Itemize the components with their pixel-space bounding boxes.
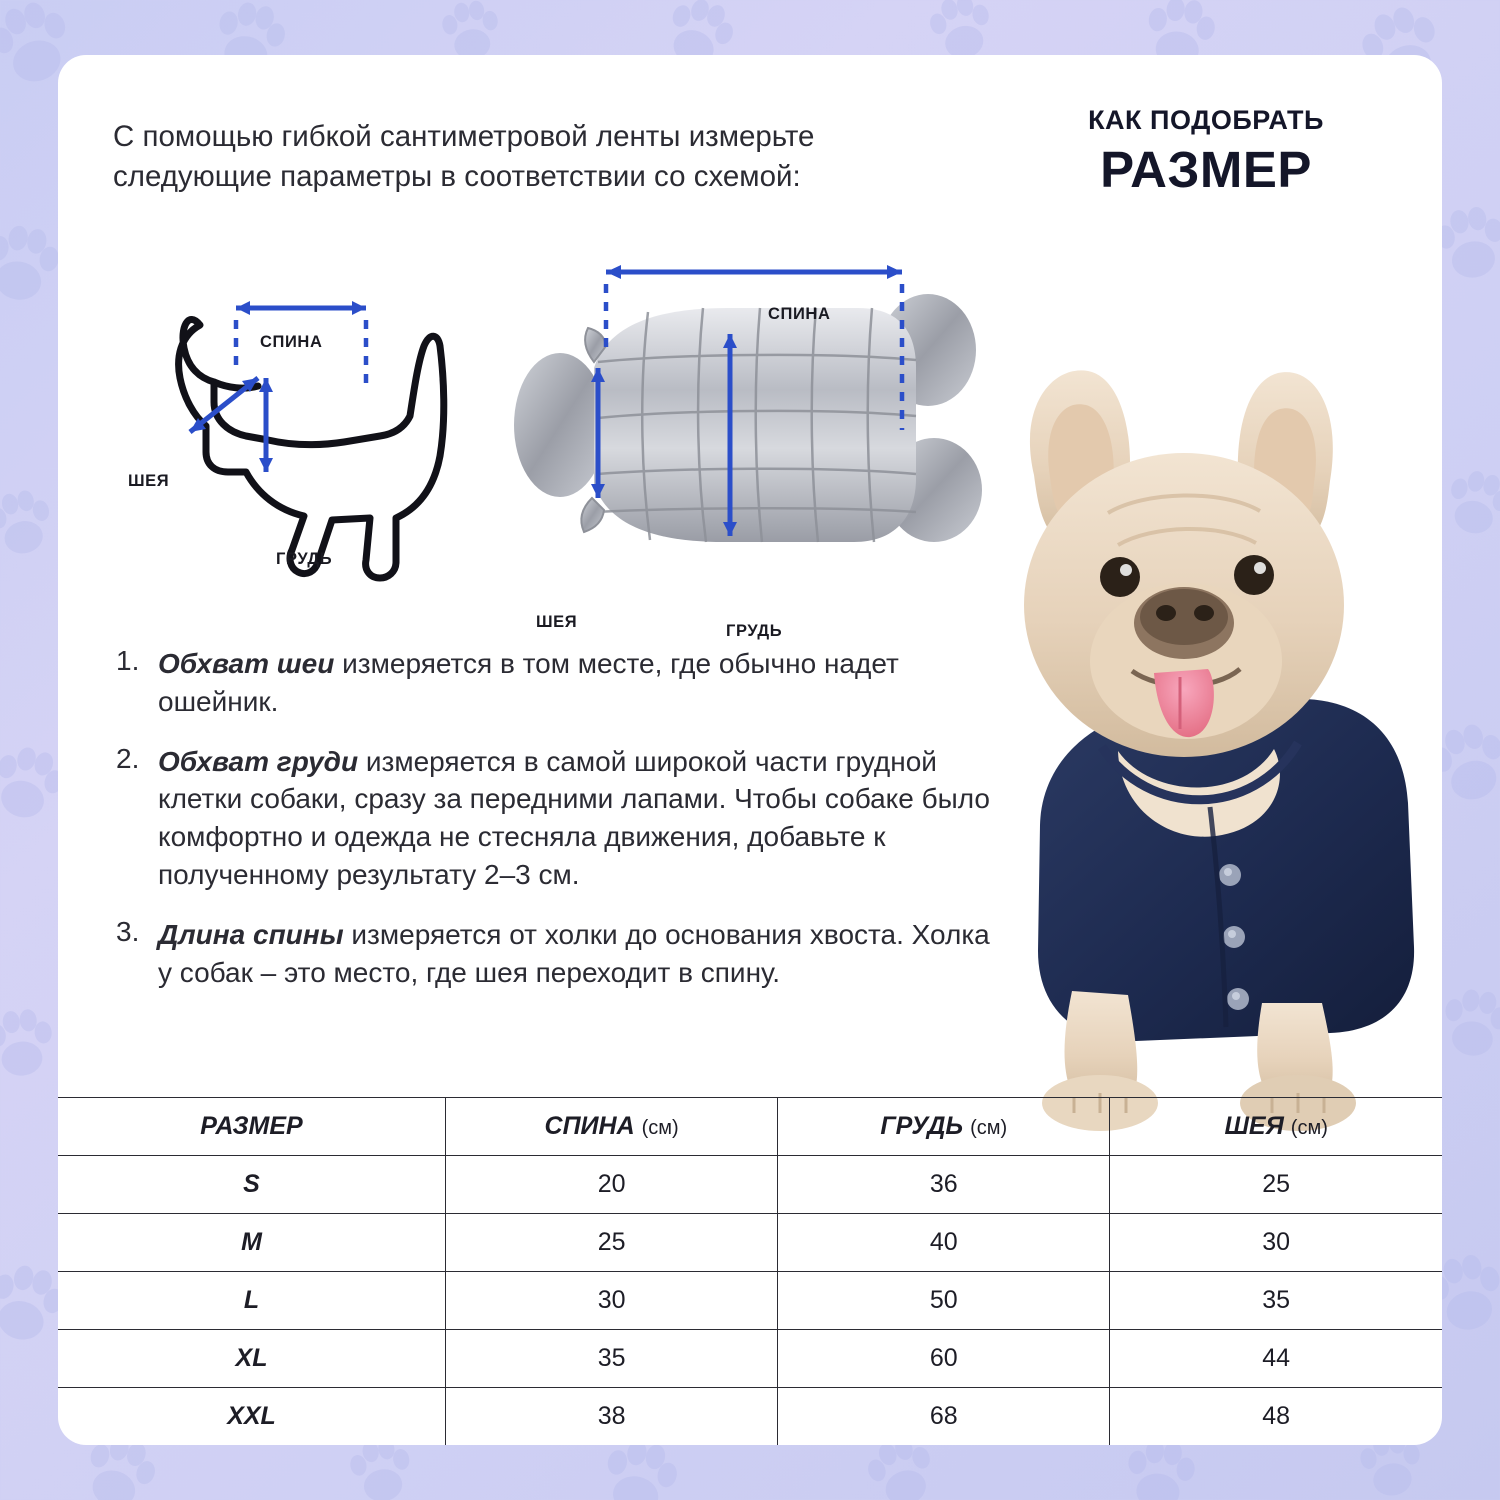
header-label: СПИНА xyxy=(544,1111,635,1140)
header-label: ШЕЯ xyxy=(1224,1111,1284,1140)
table-header-back xyxy=(446,1097,778,1155)
header-unit: (см) xyxy=(970,1116,1008,1139)
table-head xyxy=(58,1097,1442,1155)
label-dog-neck: ШЕЯ xyxy=(128,472,170,490)
size-guide-card xyxy=(58,55,1442,1445)
list-item-rest: измеряется от холки до основания хвоста. Холка у собак – это место, где шея переходит в спину. xyxy=(158,918,990,988)
cell-size: L xyxy=(58,1271,446,1329)
list-item-term: Длина спины xyxy=(158,918,344,950)
table-header-neck xyxy=(1110,1097,1442,1155)
header-label: ГРУДЬ xyxy=(880,1111,964,1140)
cell-back: 35 xyxy=(446,1329,778,1387)
list-item-number: 2. xyxy=(116,742,140,774)
label-dog-chest: ГРУДЬ xyxy=(276,550,333,568)
cell-size: XXL xyxy=(58,1387,446,1445)
label-coat-chest: ГРУДЬ xyxy=(726,622,783,640)
cell-neck: 25 xyxy=(1110,1155,1442,1213)
cell-back: 30 xyxy=(446,1271,778,1329)
cell-chest: 40 xyxy=(778,1213,1110,1271)
label-dog-back: СПИНА xyxy=(260,333,323,351)
cell-back: 38 xyxy=(446,1387,778,1445)
list-item-term: Обхват груди xyxy=(158,745,359,777)
list-item-number: 3. xyxy=(116,915,140,947)
cell-chest: 50 xyxy=(778,1271,1110,1329)
cell-chest: 36 xyxy=(778,1155,1110,1213)
cell-size: XL xyxy=(58,1329,446,1387)
measurement-diagrams xyxy=(58,250,1058,640)
list-item-number: 1. xyxy=(116,645,140,676)
cell-size: S xyxy=(58,1155,446,1213)
cell-neck: 44 xyxy=(1110,1329,1442,1387)
cell-back: 25 xyxy=(446,1213,778,1271)
header-label: РАЗМЕР xyxy=(200,1111,303,1140)
list-item-text xyxy=(158,743,1006,894)
instructions-list xyxy=(116,645,1006,1013)
header-unit: (см) xyxy=(1290,1116,1328,1139)
list-item-rest: измеряется в том месте, где обычно надет ошейник. xyxy=(158,648,899,717)
size-table xyxy=(58,1097,1442,1446)
label-coat-back: СПИНА xyxy=(768,305,831,323)
cell-neck: 30 xyxy=(1110,1213,1442,1271)
list-item-rest: измеряется в самой широкой части грудной клетки собаки, сразу за передними лапами. Чтобы собаке было комфортно и одежда не стесняла движения, добавьте к полученному результату 2–3 см. xyxy=(158,745,990,890)
cell-back: 20 xyxy=(446,1155,778,1213)
list-item xyxy=(116,916,1006,992)
table-row xyxy=(58,1329,1442,1387)
table-header-size xyxy=(58,1097,446,1155)
intro-text: С помощью гибкой сантиметровой ленты измерьте следующие параметры в соответствии со схемой: xyxy=(113,120,815,193)
table-row xyxy=(58,1271,1442,1329)
cell-neck: 35 xyxy=(1110,1271,1442,1329)
cell-chest: 60 xyxy=(778,1329,1110,1387)
table-header-row xyxy=(58,1097,1442,1155)
cell-neck: 48 xyxy=(1110,1387,1442,1445)
label-coat-neck: ШЕЯ xyxy=(536,613,578,631)
list-item xyxy=(116,743,1006,894)
table-body xyxy=(58,1155,1442,1445)
dog-photo xyxy=(922,355,1442,1145)
list-item xyxy=(116,645,1006,721)
page-title xyxy=(1006,105,1406,199)
title-line-2: РАЗМЕР xyxy=(1100,141,1312,198)
header-unit: (см) xyxy=(641,1116,679,1139)
table-header-chest xyxy=(778,1097,1110,1155)
table-row xyxy=(58,1213,1442,1271)
list-item-text xyxy=(158,645,1006,721)
cell-chest: 68 xyxy=(778,1387,1110,1445)
title-line-1: КАК ПОДОБРАТЬ xyxy=(1088,105,1324,135)
table-row xyxy=(58,1155,1442,1213)
list-item-term: Обхват шеи xyxy=(158,648,335,679)
table-row xyxy=(58,1387,1442,1445)
list-item-text xyxy=(158,916,1006,992)
cell-size: M xyxy=(58,1213,446,1271)
